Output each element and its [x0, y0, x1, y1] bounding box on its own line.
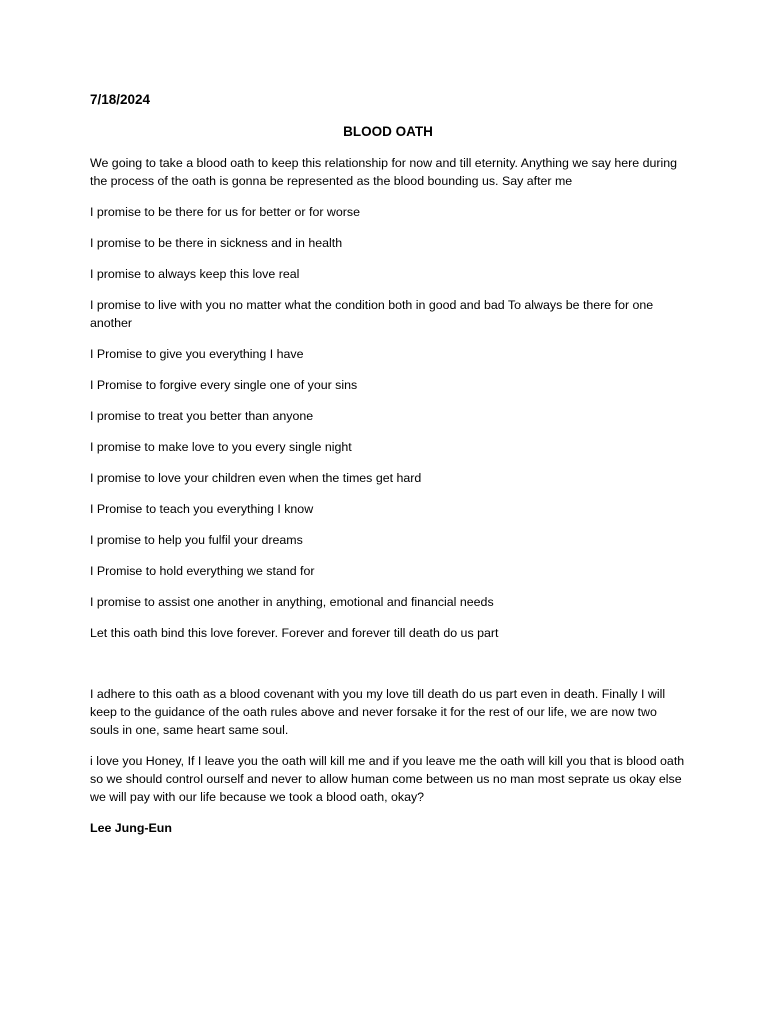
promise-line: I promise to help you fulfil your dreams — [90, 533, 303, 547]
promise-line: I Promise to teach you everything I know — [90, 502, 314, 516]
promise-line: I Promise to give you everything I have — [90, 347, 304, 361]
intro-paragraph: We going to take a blood oath to keep this relationship for now and till eternity. Anything we say here during the process of the oath is gonna be represented as the blood bounding us. Say after me — [90, 156, 678, 188]
blank-space — [90, 655, 686, 685]
closing-paragraph: i love you Honey, If I leave you the oath will kill me and if you leave me the oath will kill you that is blood oath so we should control ourself and never to allow human come between us no man most seprate us okay else we will pay with our life because we took a blood oath, okay? — [90, 754, 685, 804]
promise-line: I promise to assist one another in anything, emotional and financial needs — [90, 595, 494, 609]
promise-line: I promise to always keep this love real — [90, 267, 300, 281]
promise-line: I Promise to hold everything we stand for — [90, 564, 315, 578]
signature-name: Lee Jung-Eun — [90, 821, 172, 835]
document-title: BLOOD OATH — [343, 124, 433, 139]
promise-line: I promise to treat you better than anyone — [90, 409, 314, 423]
promise-line: Let this oath bind this love forever. Forever and forever till death do us part — [90, 626, 499, 640]
promise-line: I Promise to forgive every single one of your sins — [90, 378, 358, 392]
document-page — [90, 91, 686, 850]
promise-line: I promise to be there in sickness and in health — [90, 236, 343, 250]
adherence-paragraph: I adhere to this oath as a blood covenant with you my love till death do us part even in death. Finally I will keep to the guidance of the oath rules above and never forsake it for the rest of our life, we are now two souls in one, same heart same soul. — [90, 687, 666, 737]
promise-line: I promise to love your children even when the times get hard — [90, 471, 422, 485]
promise-line: I promise to live with you no matter what the condition both in good and bad To always be there for one another — [90, 298, 654, 330]
document-date: 7/18/2024 — [90, 92, 151, 107]
promise-line: I promise to make love to you every single night — [90, 440, 352, 454]
promise-line: I promise to be there for us for better or for worse — [90, 205, 360, 219]
